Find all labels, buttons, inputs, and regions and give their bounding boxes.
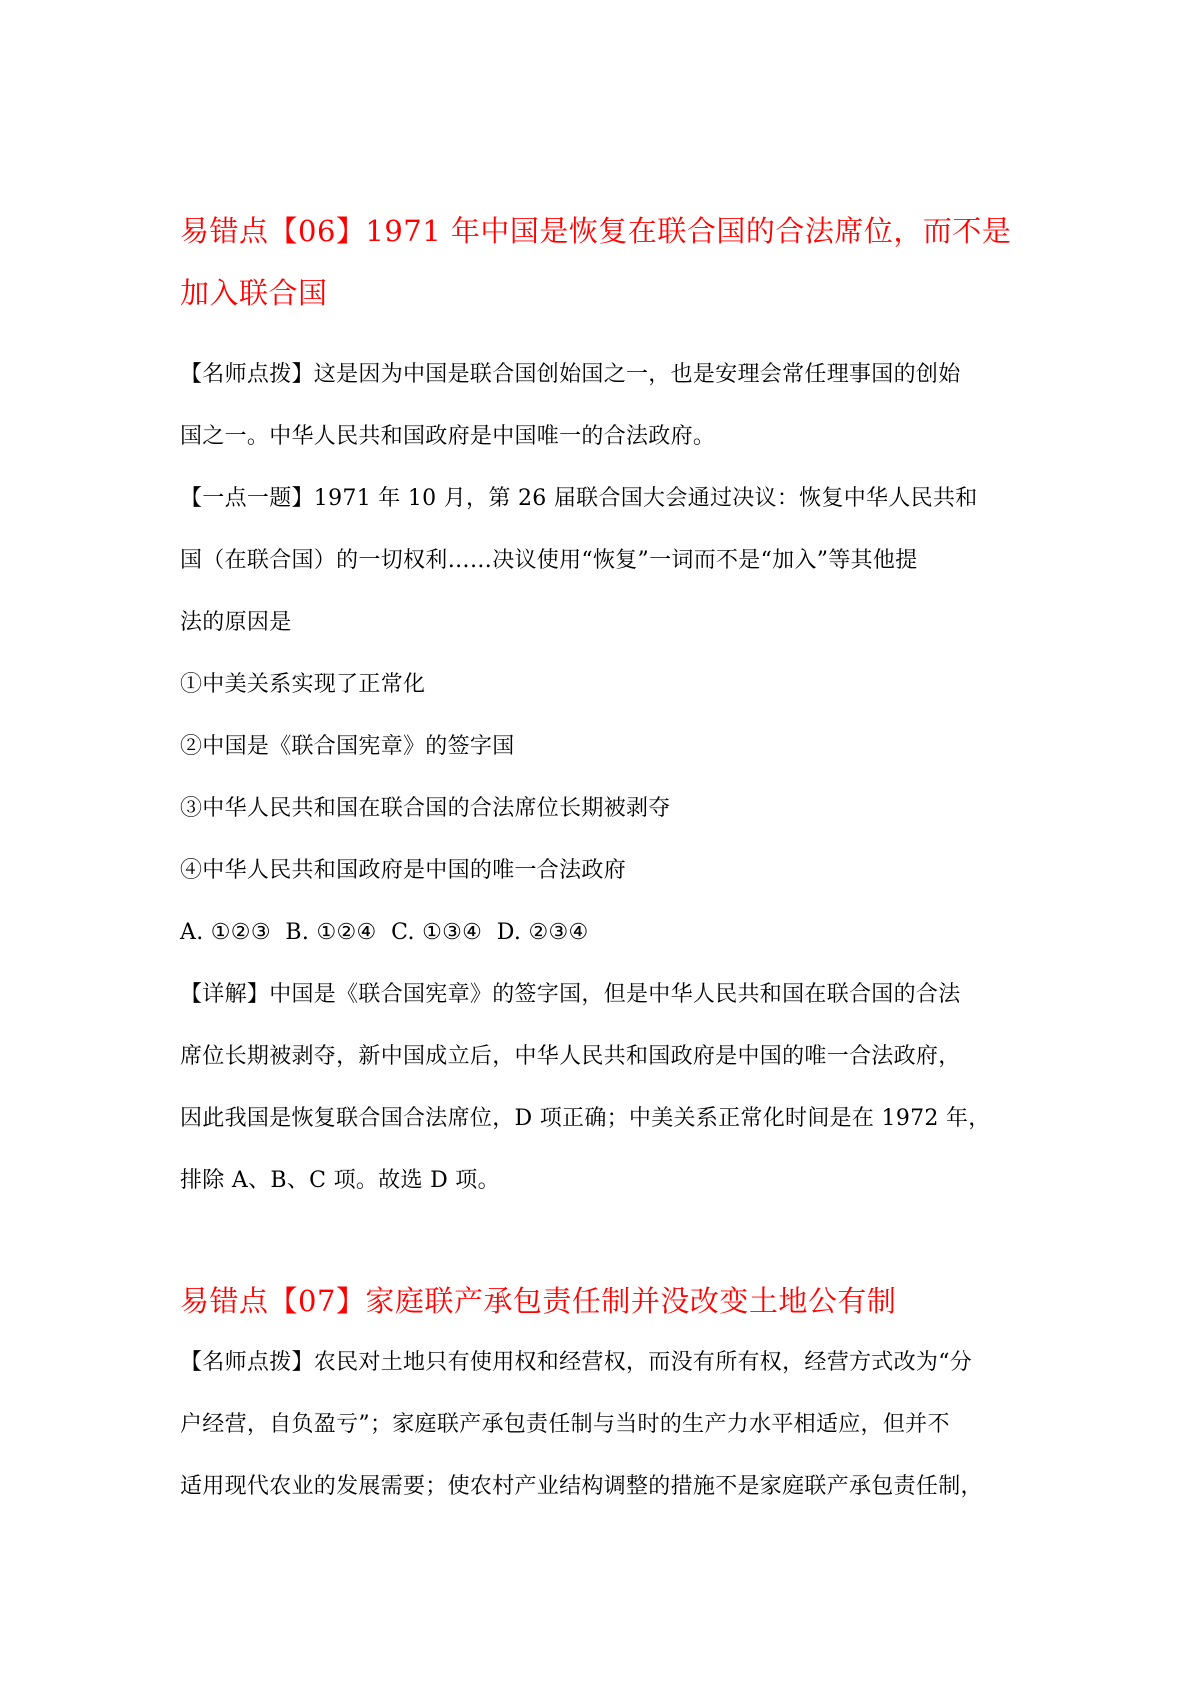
text-line: 适用现代农业的发展需要；使农村产业结构调整的措施不是家庭联产承包责任制， [180,1474,983,1499]
explanation-paragraph [180,964,1020,1212]
heading-line: 加入联合国 [180,276,328,310]
option-item-3: ③中华人民共和国在联合国的合法席位长期被剥夺 [180,796,671,821]
text-line: 户经营，自负盈亏”；家庭联产承包责任制与当时的生产力水平相适应，但并不 [180,1412,950,1437]
section-07-heading: 易错点【07】家庭联产承包责任制并没改变土地公有制 [180,1284,897,1318]
option-item-1: ①中美关系实现了正常化 [180,672,426,697]
heading-line: 易错点【06】1971 年中国是恢复在联合国的合法席位，而不是 [180,214,1012,248]
text-line: 国之一。中华人民共和国政府是中国唯一的合法政府。 [180,424,716,449]
text-line: 【一点一题】1971 年 10 月，第 26 届联合国大会通过决议：恢复中华人民共和 [180,486,978,511]
teacher-tip-paragraph-2 [180,1332,1020,1518]
text-line: 排除 A、B、C 项。故选 D 项。 [180,1168,500,1193]
text-line: 法的原因是 [180,610,292,635]
text-line: 【名师点拨】农民对土地只有使用权和经营权，而没有所有权，经营方式改为“分 [180,1350,973,1375]
option-list [180,654,1020,902]
answer-choices: A. ①②③ B. ①②④ C. ①③④ D. ②③④ [180,920,589,945]
text-line: 【详解】中国是《联合国宪章》的签字国，但是中华人民共和国在联合国的合法 [180,982,961,1007]
document-page [180,200,1020,1518]
teacher-tip-paragraph [180,344,1020,468]
text-line: 国（在联合国）的一切权利……决议使用“恢复”一词而不是“加入”等其他提 [180,548,918,573]
option-item-2: ②中国是《联合国宪章》的签字国 [180,734,515,759]
question-paragraph [180,468,1020,654]
section-06-heading [180,200,1020,324]
text-line: 席位长期被剥夺，新中国成立后，中华人民共和国政府是中国的唯一合法政府， [180,1044,961,1069]
option-item-4: ④中华人民共和国政府是中国的唯一合法政府 [180,858,627,883]
text-line: 因此我国是恢复联合国合法席位，D 项正确；中美关系正常化时间是在 1972 年， [180,1106,991,1131]
text-line: 【名师点拨】这是因为中国是联合国创始国之一，也是安理会常任理事国的创始 [180,362,961,387]
